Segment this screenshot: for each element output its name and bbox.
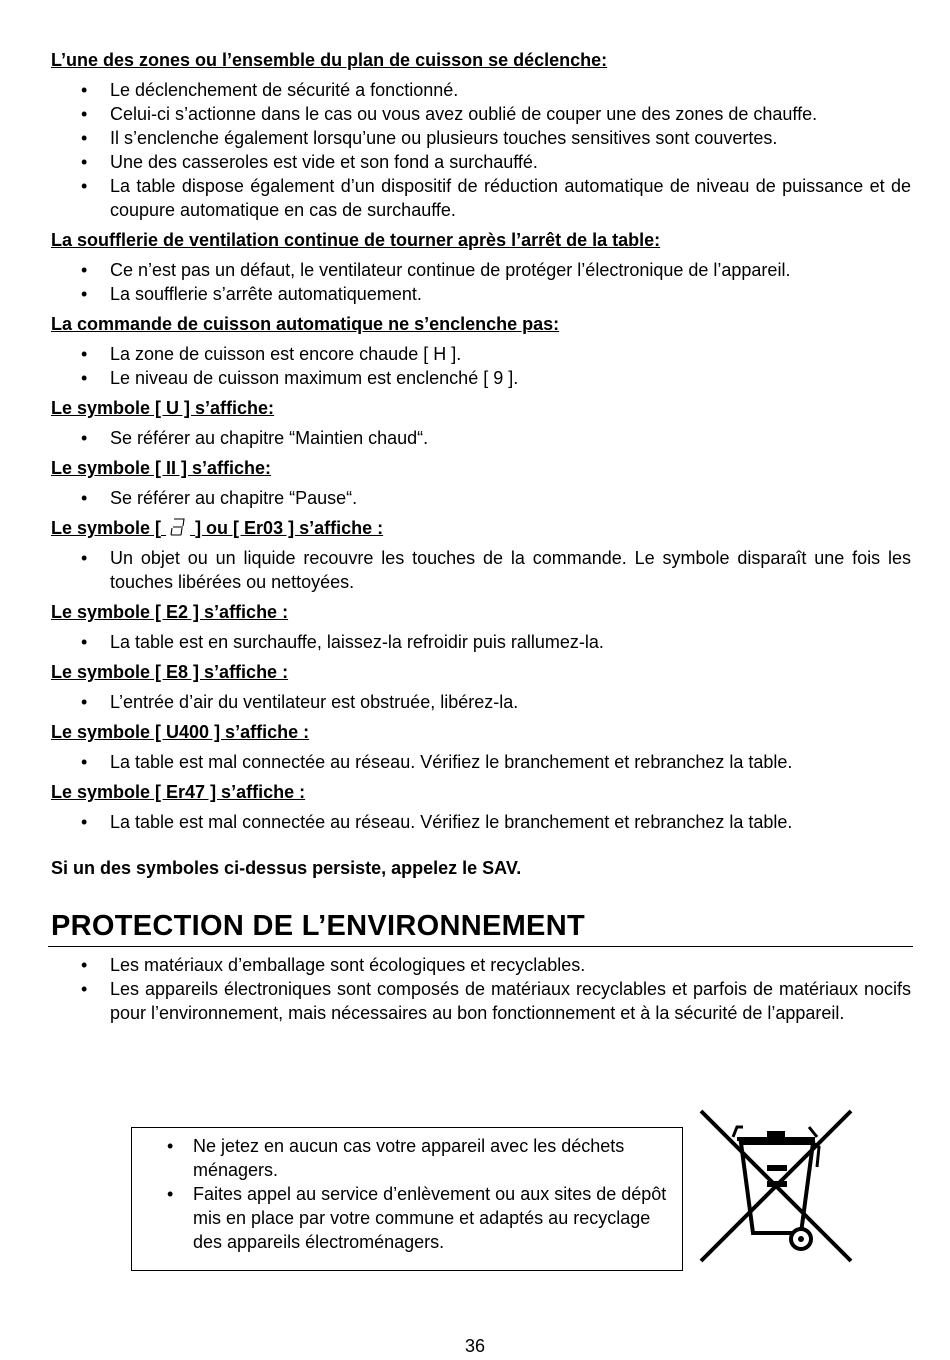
list-item: • Se référer au chapitre “Maintien chaud“. — [51, 426, 911, 450]
section-heading: Le symbole [ E2 ] s’affiche : — [51, 602, 289, 622]
list-item: • Un objet ou un liquide recouvre les touches de la commande. Le symbole disparaît une fois les touches libérées ou nettoyées. — [51, 546, 911, 594]
covered-keys-symbol-icon — [169, 517, 187, 537]
bullet-list — [51, 78, 911, 222]
list-item: • Ne jetez en aucun cas votre appareil avec les déchets ménagers. — [132, 1134, 682, 1182]
crossed-out-wheelie-bin-icon — [697, 1107, 855, 1265]
heading-suffix: ] ou [ Er03 ] s’affiche : — [195, 518, 384, 538]
section-heading: Le symbole [ Er47 ] s’affiche : — [51, 782, 306, 802]
section-heading — [51, 516, 911, 540]
list-item: • Le niveau de cuisson maximum est enclenché [ 9 ]. — [51, 366, 911, 390]
list-item: • La table est mal connectée au réseau. Vérifiez le branchement et rebranchez la table. — [51, 750, 911, 774]
section-heading: La soufflerie de ventilation continue de tourner après l’arrêt de la table: — [51, 230, 661, 250]
disposal-notice-box — [131, 1127, 683, 1271]
list-item: • Celui-ci s’actionne dans le cas ou vous avez oublié de couper une des zones de chauffe. — [51, 102, 911, 126]
list-item: • La soufflerie s’arrête automatiquement. — [51, 282, 911, 306]
list-item: • Les matériaux d’emballage sont écologiques et recyclables. — [51, 953, 911, 977]
list-item: • La zone de cuisson est encore chaude [ H ]. — [51, 342, 911, 366]
section-heading: Le symbole [ U400 ] s’affiche : — [51, 722, 310, 742]
page-number: 36 — [464, 1336, 486, 1356]
list-item: • Il s’enclenche également lorsqu’une ou plusieurs touches sensitives sont couvertes. — [51, 126, 911, 150]
document-page — [51, 48, 911, 1031]
list-item: • La table est en surchauffe, laissez-la refroidir puis rallumez-la. — [51, 630, 911, 654]
list-item: • La table dispose également d’un dispositif de réduction automatique de niveau de puissance et de coupure automatique en cas de surchauffe. — [51, 174, 911, 222]
bullet-list — [51, 630, 911, 654]
list-item: • Ce n’est pas un défaut, le ventilateur continue de protéger l’électronique de l’appareil. — [51, 258, 911, 282]
bullet-list — [51, 546, 911, 594]
list-item: • Les appareils électroniques sont composés de matériaux recyclables et parfois de matériaux nocifs pour l’environnement, mais nécessaires au bon fonctionnement et à la sécurité de l’appareil. — [51, 977, 911, 1025]
bullet-list — [51, 953, 911, 1025]
list-item: • Se référer au chapitre “Pause“. — [51, 486, 911, 510]
heading-prefix: Le symbole [ — [51, 518, 162, 538]
bullet-list — [132, 1134, 682, 1254]
bullet-list — [51, 426, 911, 450]
final-note: Si un des symboles ci-dessus persiste, appelez le SAV. — [51, 858, 522, 878]
list-item: • Une des casseroles est vide et son fond a surchauffé. — [51, 150, 911, 174]
section-heading: Le symbole [ II ] s’affiche: — [51, 458, 272, 478]
bullet-list — [51, 810, 911, 834]
section-heading: L’une des zones ou l’ensemble du plan de cuisson se déclenche: — [51, 50, 608, 70]
list-item: • L’entrée d’air du ventilateur est obstruée, libérez-la. — [51, 690, 911, 714]
list-item: • La table est mal connectée au réseau. Vérifiez le branchement et rebranchez la table. — [51, 810, 911, 834]
section-heading: La commande de cuisson automatique ne s’enclenche pas: — [51, 314, 560, 334]
bullet-list — [51, 690, 911, 714]
list-item: • Le déclenchement de sécurité a fonctionné. — [51, 78, 911, 102]
section-heading: Le symbole [ U ] s’affiche: — [51, 398, 275, 418]
environment-title: PROTECTION DE L’ENVIRONNEMENT — [48, 908, 913, 947]
list-item: • Faites appel au service d’enlèvement ou aux sites de dépôt mis en place par votre commune et adaptés au recyclage des appareils électroménagers. — [132, 1182, 682, 1254]
bullet-list — [51, 342, 911, 390]
bullet-list — [51, 486, 911, 510]
section-heading: Le symbole [ E8 ] s’affiche : — [51, 662, 289, 682]
bullet-list — [51, 258, 911, 306]
bullet-list — [51, 750, 911, 774]
